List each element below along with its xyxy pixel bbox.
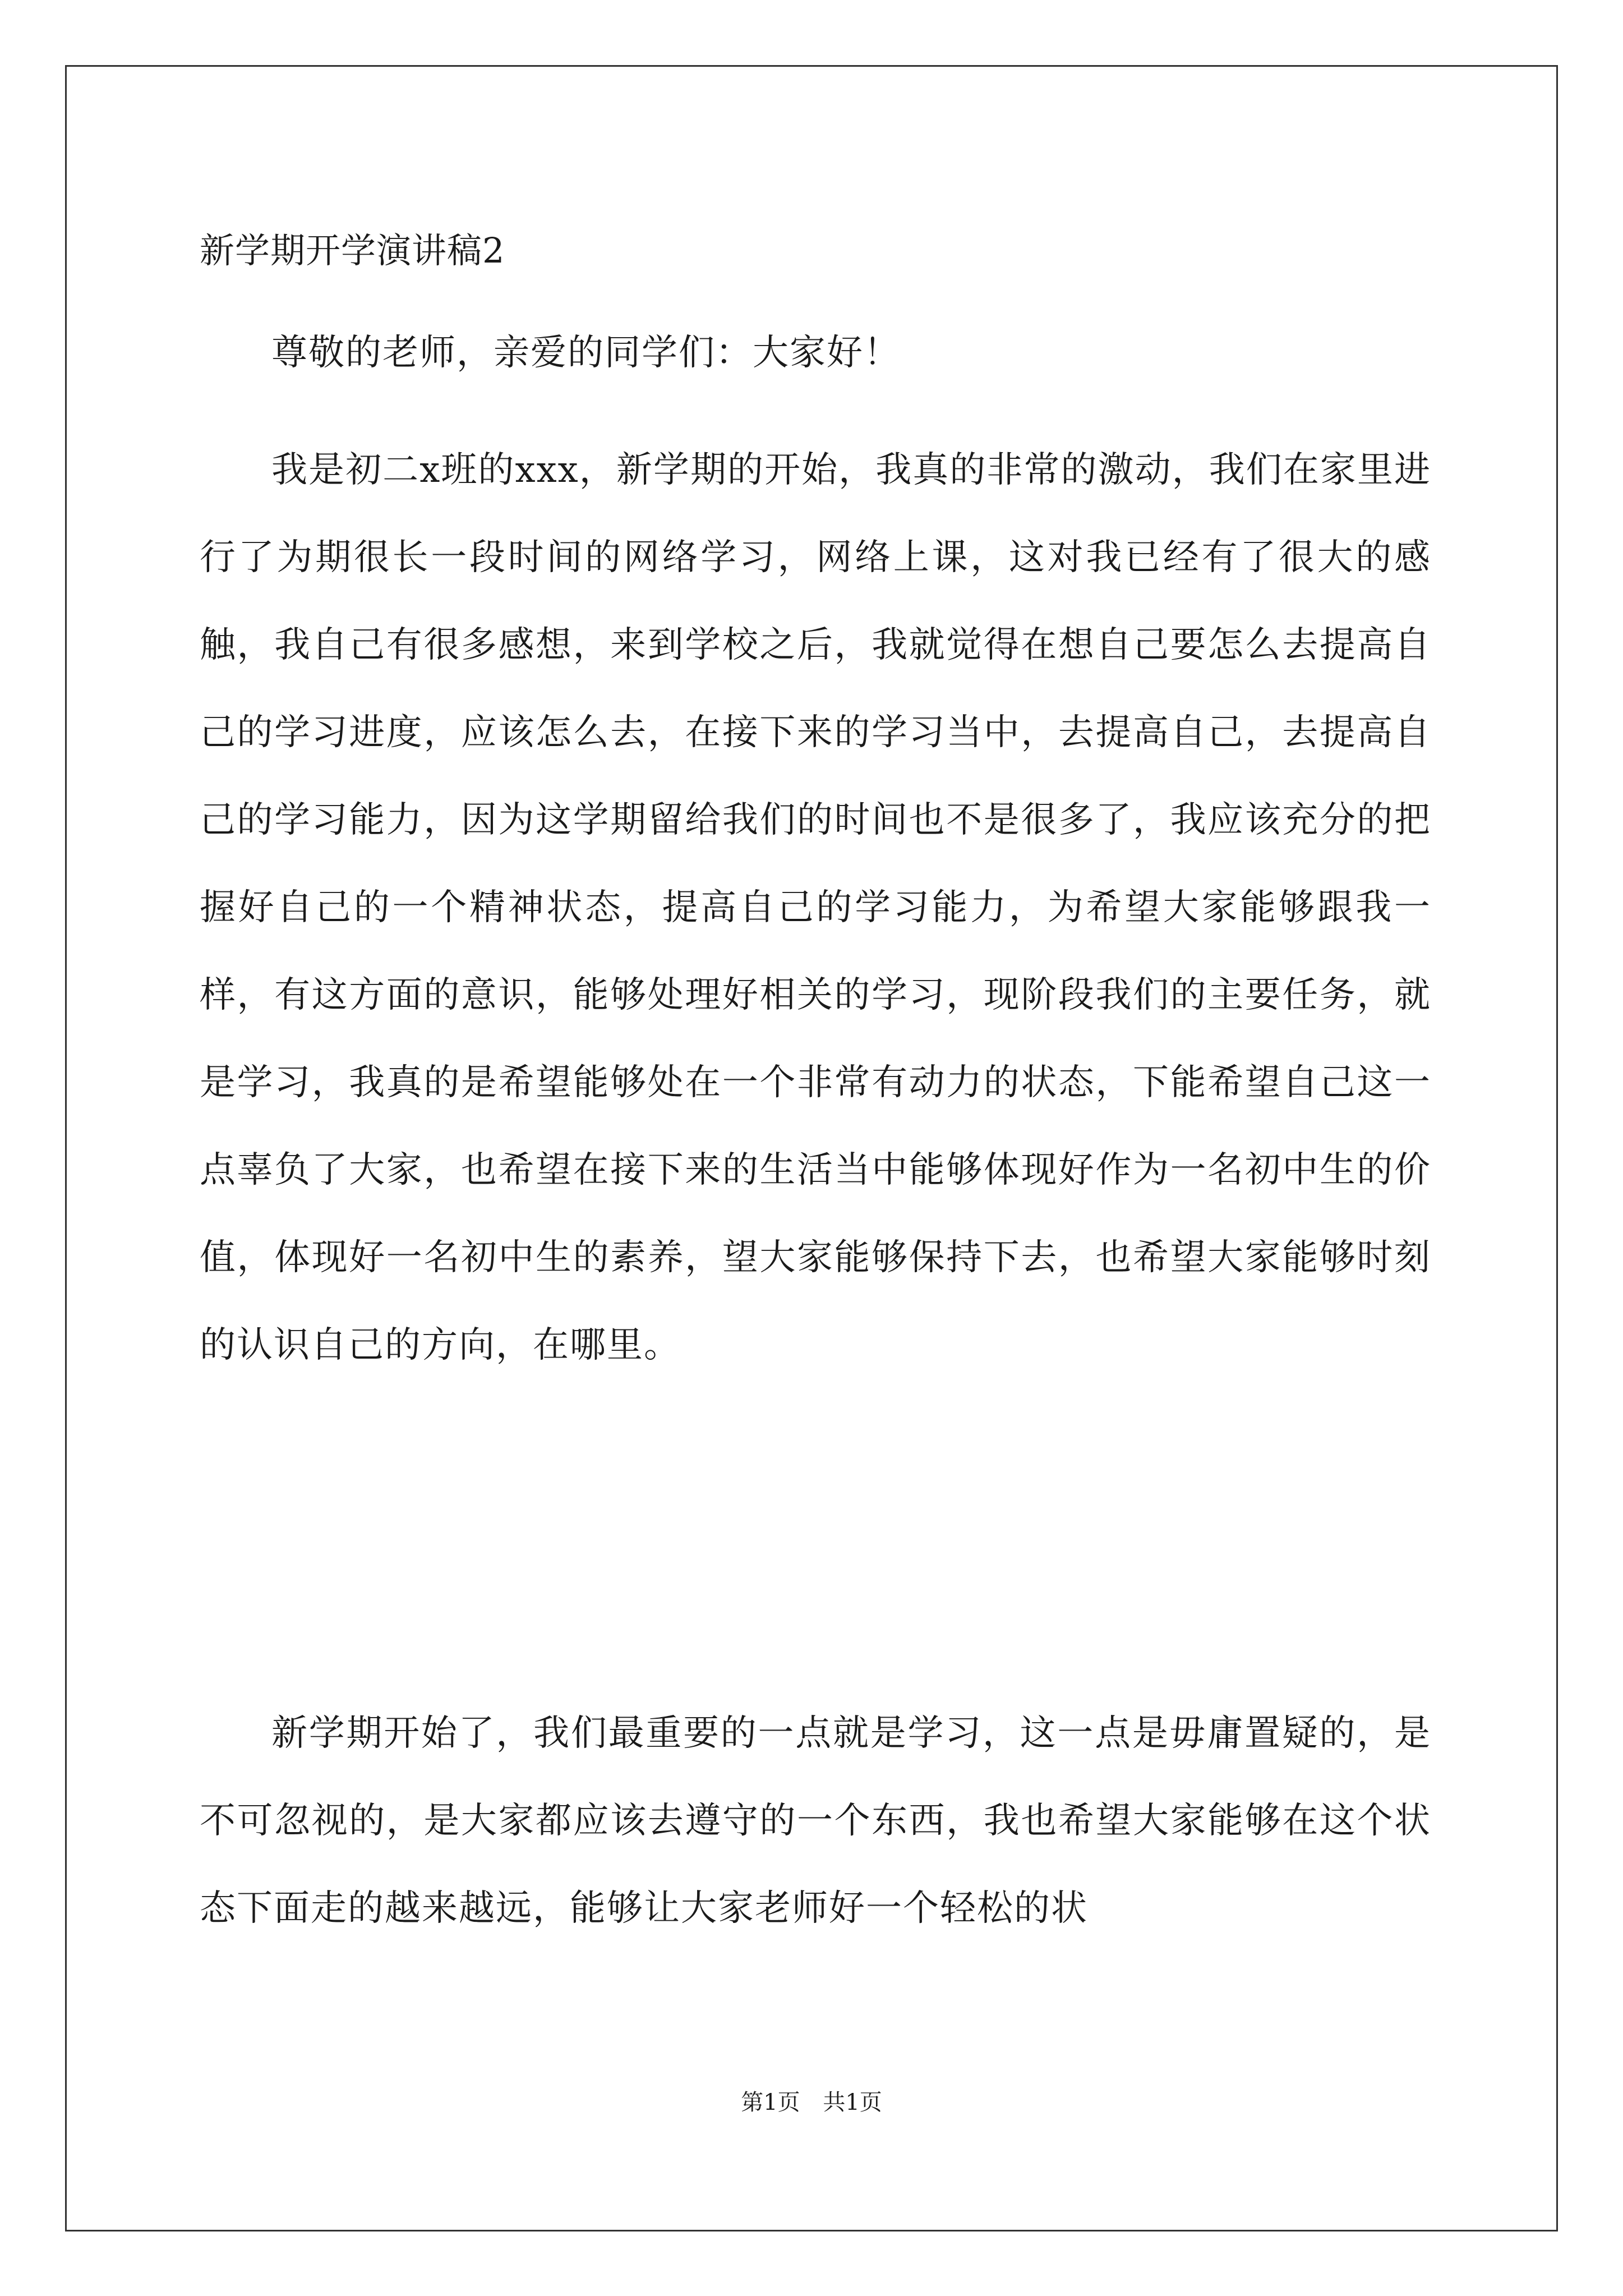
body-paragraph-1 <box>200 426 1431 1389</box>
page-number: 第1页 <box>741 2090 800 2115</box>
body-paragraph-2 <box>200 1690 1431 1952</box>
greeting-line: 尊敬的老师，亲爱的同学们：大家好！ <box>271 332 901 374</box>
page-footer <box>0 2086 1623 2119</box>
document-title: 新学期开学演讲稿2 <box>200 230 505 271</box>
page-total: 共1页 <box>823 2090 882 2115</box>
paragraph-text: 我是初二x班的xxx，新学期的开始，我真的非常的激动，我们在家里进行了为期很长一段时间的网络学习，网络上课，这对我已经有了很大的感触，我自己有很多感想，来到学校之后，我就觉得在想自己要怎么去提高自己的学习进度，应该怎么去，在接下来的学习当中，去提高自己，去提高自己的学习能力，因为这学期留给我们的时间也不是很多了，我应该充分的把握好自己的一个精神状态，提高自己的学习能力，为希望大家能够跟我一样，有这方面的意识，能够处理好相关的学习，现阶段我们的主要任务，就是学习，我真的是希望能够处在一个非常有动力的状态，下能希望自己这一点辜负了大家，也希望在接下来的生活当中能够体现好作为一名初中生的价值，体现好一名初中生的素养，望大家能够保持下去，也希望大家能够时刻的认识自己的方向，在哪里。 <box>200 449 1431 1366</box>
paragraph-text: 新学期开始了，我们最重要的一点就是学习，这一点是毋庸置疑的，是不可忽视的，是大家都应该去遵守的一个东西，我也希望大家能够在这个状态下面走的越来越远，能够让大家老师好一个轻松的状 <box>200 1713 1431 1929</box>
